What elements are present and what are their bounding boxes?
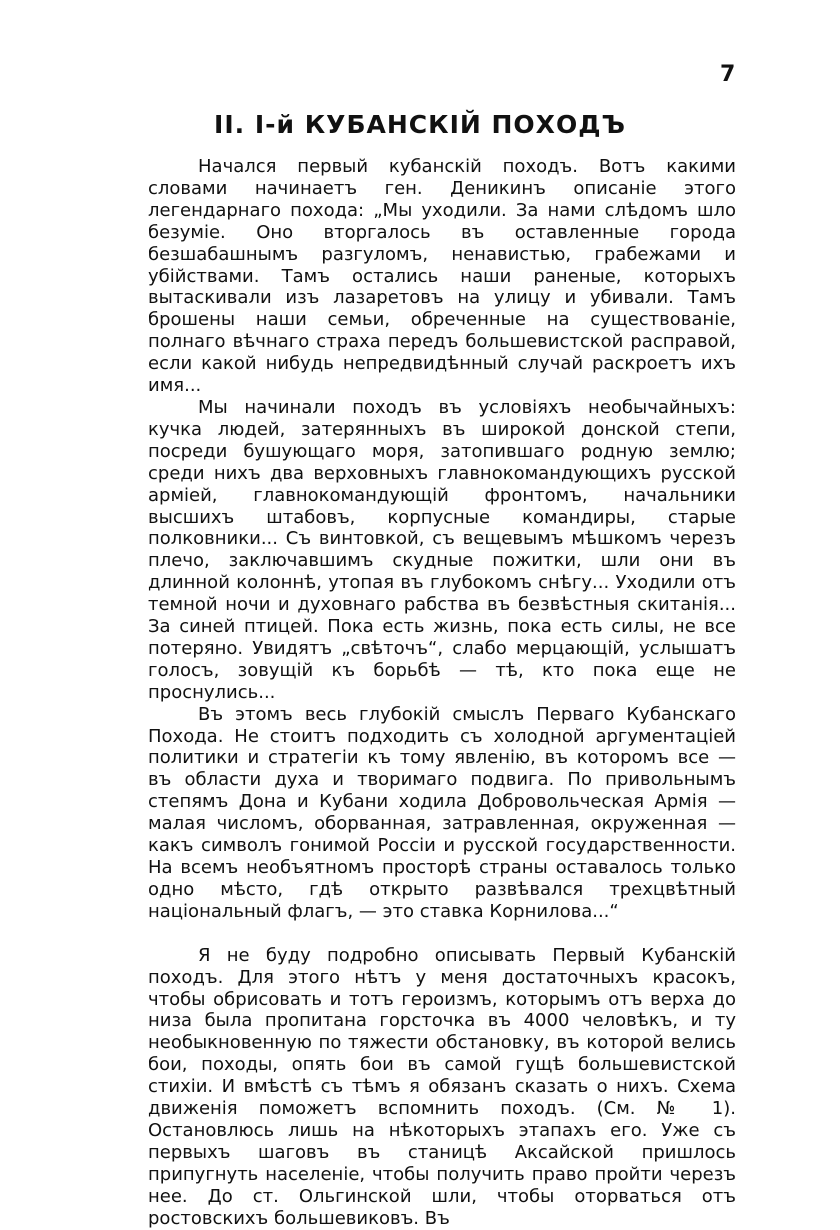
page-number: 7	[720, 62, 736, 87]
paragraph: Въ этомъ весь глубокiй смыслъ Перваго Кубанскаго Похода. Не стоитъ подходить съ холодной аргументацiей политики и стратегiи къ тому явленiю, въ которомъ все — въ области духа и творимаго подвига. По привольнымъ степямъ Дона и Кубани ходила Добровольческая Армiя — малая числомъ, оборванная, затравленная, окруженная — какъ символъ гонимой Россiи и русской государственности. На всемъ необъятномъ просторѣ страны оставалось только одно мѣсто, гдѣ открыто развѣвался трехцвѣтный нацiональный флагъ, — это ставка Корнилова...“	[148, 703, 736, 922]
author-narrative	[148, 945, 736, 1230]
denikin-quote	[148, 156, 736, 923]
body-text	[148, 156, 736, 1230]
paragraph: Я не буду подробно описывать Первый Кубанскiй походъ. Для этого нѣтъ у меня достаточныхъ красокъ, чтобы обрисовать и тотъ героизмъ, которымъ отъ верха до низа была пропитана горсточка въ 4000 человѣкъ, и ту необыкновенную по тяжести обстановку, въ которой велись бои, походы, опять бои въ самой гущѣ большевистской стихiи. И вмѣстѣ съ тѣмъ я обязанъ сказать о нихъ. Схема движенiя поможетъ вспомнить походъ. (См. № 1). Остановлюсь лишь на нѣкоторыхъ этапахъ его. Уже съ первыхъ шаговъ въ станицѣ Аксайской пришлось припугнуть населенiе, чтобы получить право пройти черезъ нее. До ст. Ольгинской шли, чтобы оторваться отъ ростовскихъ большевиковъ. Въ	[148, 944, 736, 1229]
paragraph: Мы начинали походъ въ условiяхъ необычайныхъ: кучка людей, затерянныхъ въ широкой донской степи, посреди бушующаго моря, затопившаго родную землю; среди нихъ два верховныхъ главнокомандующихъ русской армiей, главнокомандующiй фронтомъ, начальники высшихъ штабовъ, корпусные командиры, старые полковники... Съ винтовкой, съ вещевымъ мѣшкомъ черезъ плечо, заключавшимъ скудные пожитки, шли они въ длинной колоннѣ, утопая въ глубокомъ снѣгу... Уходили отъ темной ночи и духовнаго рабства въ безвѣстныя скитанiя... За синей птицей. Пока есть жизнь, пока есть силы, не все потеряно. Увидятъ „свѣточъ“, слабо мерцающiй, услышатъ голосъ, зовущiй къ борьбѣ — тѣ, кто пока еще не проснулись...	[148, 396, 736, 703]
paragraph: Начался первый кубанскiй походъ. Вотъ какими словами начинаетъ ген. Деникинъ описанiе этого легендарнаго похода: „Мы уходили. За нами слѣдомъ шло безумiе. Оно вторгалось въ оставленные города безшабашнымъ разгуломъ, ненавистью, грабежами и убiйствами. Тамъ остались наши раненые, которыхъ вытаскивали изъ лазаретовъ на улицу и убивали. Тамъ брошены наши семьи, обреченные на существованiе, полнаго вѣчнаго страха передъ большевистской расправой, если какой нибудь непредвидѣнный случай раскроетъ ихъ имя...	[148, 156, 736, 397]
chapter-title: II. I-й КУБАНСКIЙ ПОХОДЪ	[214, 110, 626, 139]
